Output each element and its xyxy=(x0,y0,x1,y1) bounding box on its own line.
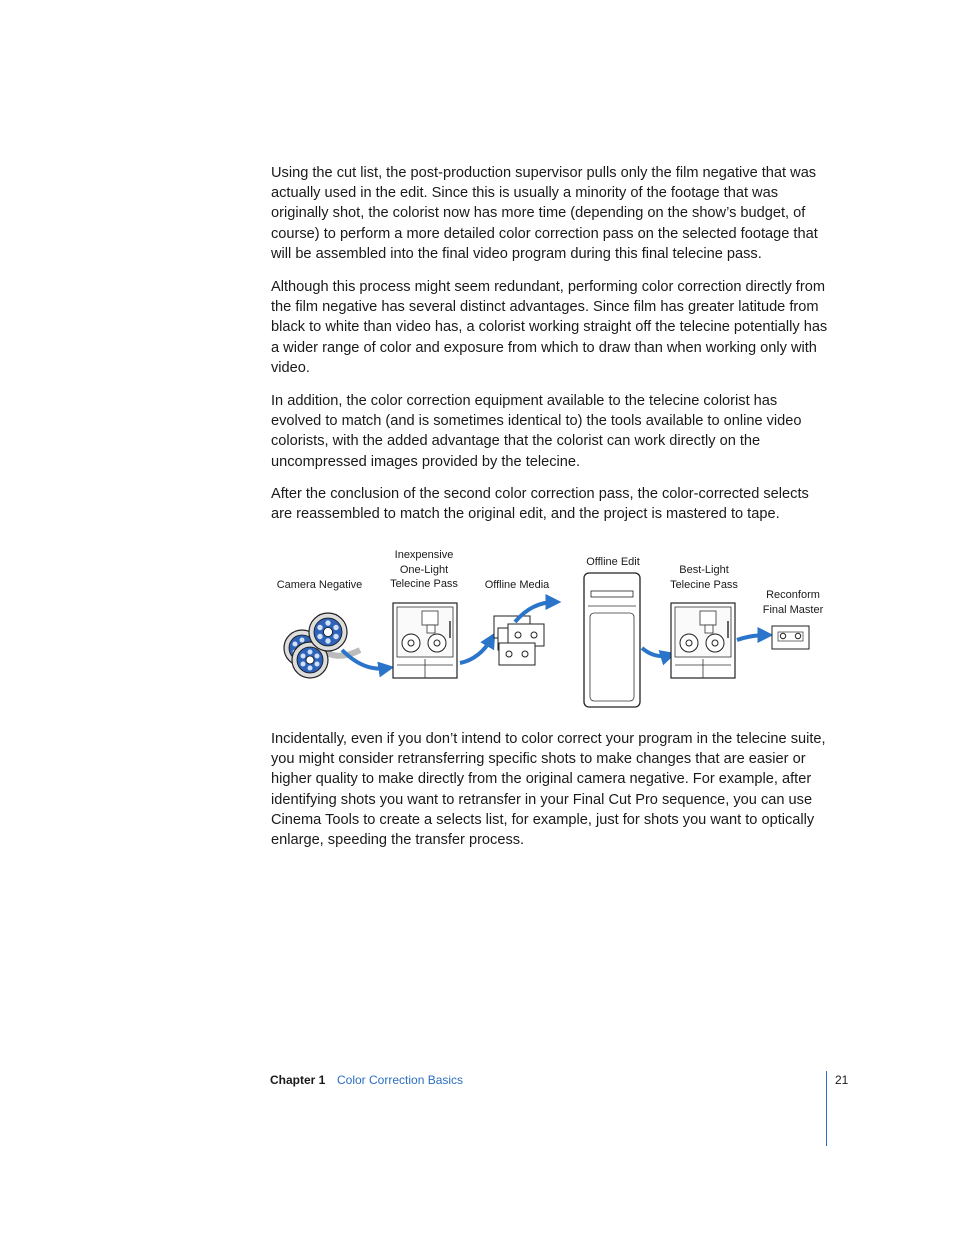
label-offline-media: Offline Media xyxy=(484,579,550,591)
label-camera-negative: Camera Negative xyxy=(276,579,363,591)
telecine-machine-icon xyxy=(393,603,457,678)
telecine-machine-icon xyxy=(671,603,735,678)
computer-tower-icon xyxy=(584,573,640,707)
videotape-stack-icon xyxy=(494,616,544,665)
footer-divider xyxy=(826,1071,827,1146)
film-reels-icon xyxy=(284,613,360,678)
arrow-2 xyxy=(460,638,492,663)
videotape-icon xyxy=(772,626,809,649)
footer-chapter-title[interactable]: Color Correction Basics xyxy=(337,1073,464,1087)
label-one-light-telecine: Inexpensive One-Light Telecine Pass xyxy=(390,549,458,590)
label-reconform-final-master: Reconform Final Master xyxy=(762,589,824,616)
label-offline-edit: Offline Edit xyxy=(586,556,640,568)
workflow-diagram-art xyxy=(270,540,830,715)
arrow-4 xyxy=(642,648,670,656)
body-paragraph-5: Incidentally, even if you don’t intend to color correct your program in the telecine suite, you might consider retransferring specific shots to make changes that are easier or higher quality to make directly from the original camera negative. For example, after identifying shots you want to retransfer in your Final Cut Pro sequence, you can use Cinema Tools to create a selects list, for example, just for shots you want to optically enlarge, speeding the transfer process. xyxy=(271,731,826,849)
footer-chapter: Chapter 1 xyxy=(270,1073,326,1087)
body-paragraph-1: Using the cut list, the post-production supervisor pulls only the film negative that was actually used in the edit. Since this is usually a minority of the footage that was originally shot, the colorist now has more time (depending on the show’s budget, of course) to perform a more detailed color correction pass on the selected footage that will be assembled into the final video program during this final telecine pass. xyxy=(271,165,818,262)
body-paragraph-2: Although this process might seem redundant, performing color correction directly from the film negative has several distinct advantages. Since film has greater latitude from black to white than video has, a colorist working straight off the telecine potentially has a wider range of color and exposure from which to draw than when working only with video. xyxy=(271,279,828,376)
body-paragraph-4: After the conclusion of the second color correction pass, the color-corrected selects are reassembled to match the original edit, and the project is mastered to tape. xyxy=(271,486,809,523)
arrow-5 xyxy=(737,635,767,640)
page-number: 21 xyxy=(835,1073,849,1087)
body-paragraph-3: In addition, the color correction equipment available to the telecine colorist has evolved to match (and is sometimes identical to) the tools available to online video colorists, with the added advantage that the colorist can work directly on the uncompressed images provided by the telecine. xyxy=(271,393,802,470)
label-best-light-telecine: Best-Light Telecine Pass xyxy=(670,564,738,591)
